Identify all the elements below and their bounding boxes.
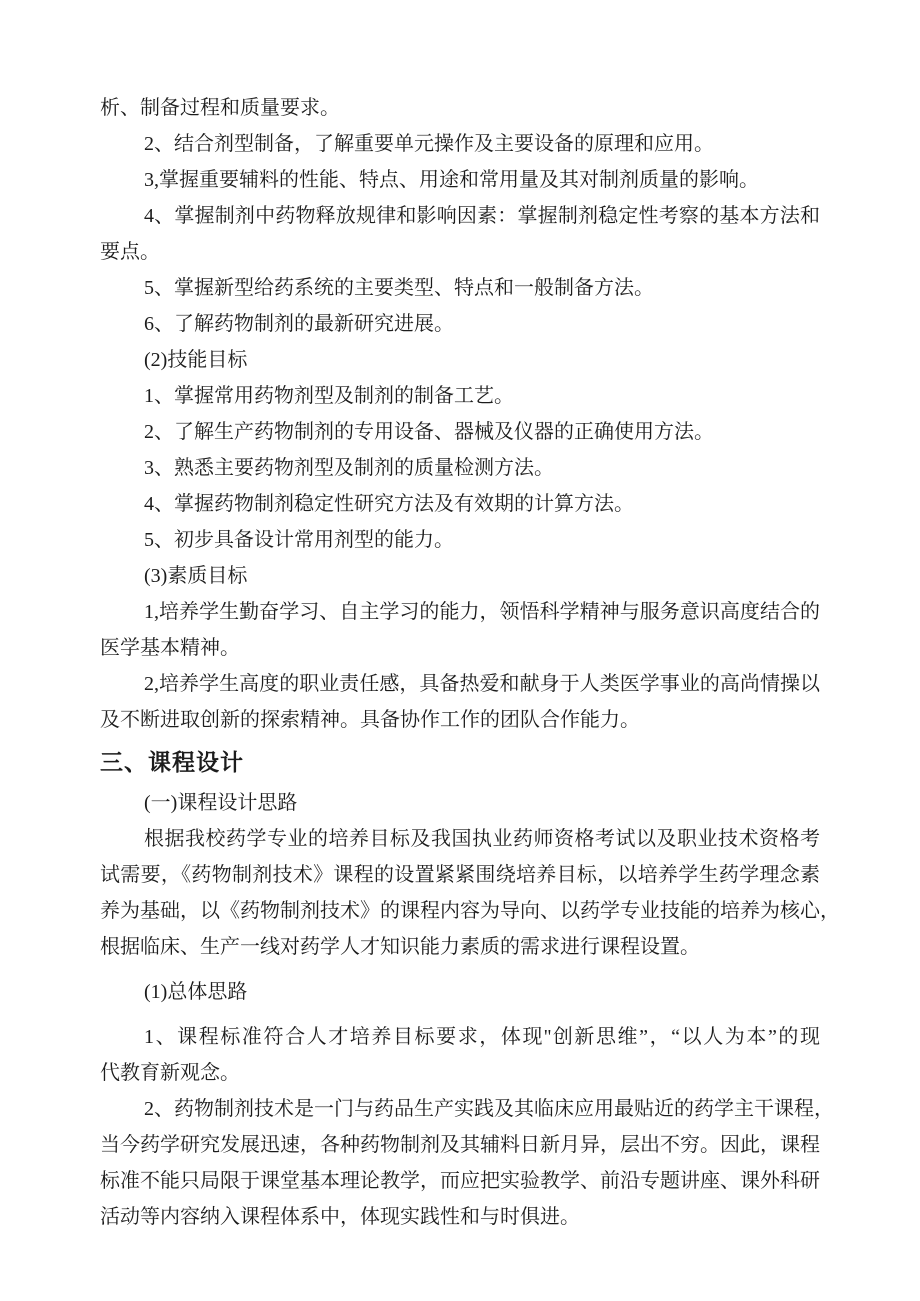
text-line: 2、结合剂型制备，了解重要单元操作及主要设备的原理和应用。	[144, 133, 714, 155]
text-line: (3)素质目标	[144, 565, 248, 587]
text-line: 1、掌握常用药物剂型及制剂的制备工艺。	[144, 385, 514, 407]
text-line: 5、初步具备设计常用剂型的能力。	[144, 529, 454, 551]
text-line: 医学基本精神。	[100, 637, 240, 659]
text-line: 3、熟悉主要药物剂型及制剂的质量检测方法。	[144, 457, 554, 479]
text-line: 5、掌握新型给药系统的主要类型、特点和一般制备方法。	[144, 277, 654, 299]
document-body	[100, 90, 840, 1235]
text-line: 根据我校药学专业的培养目标及我国执业药师资格考试以及职业技术资格考	[144, 828, 820, 850]
text-line: 2、药物制剂技术是一门与药品生产实践及其临床应用最贴近的药学主干课程，	[144, 1098, 834, 1120]
text-line: 4、掌握制剂中药物释放规律和影响因素：掌握制剂稳定性考察的基本方法和	[144, 205, 820, 227]
text-line: 当今药学研究发展迅速，各种药物制剂及其辅料日新月异，层出不穷。因此，课程	[100, 1134, 820, 1156]
text-line: 及不断进取创新的探索精神。具备协作工作的团队合作能力。	[100, 709, 640, 731]
text-line: 养为基础，以《药物制剂技术》的课程内容为导向、以药学专业技能的培养为核心，	[100, 900, 840, 922]
text-line: 1,培养学生勤奋学习、自主学习的能力，领悟科学精神与服务意识高度结合的	[144, 601, 820, 623]
text-line: 2、了解生产药物制剂的专用设备、器械及仪器的正确使用方法。	[144, 421, 714, 443]
text-line: 活动等内容纳入课程体系中，体现实践性和与时俱进。	[100, 1206, 580, 1228]
text-line: (2)技能目标	[144, 349, 248, 371]
text-line: 4、掌握药物制剂稳定性研究方法及有效期的计算方法。	[144, 493, 634, 515]
text-line: 3,掌握重要辅料的性能、特点、用途和常用量及其对制剂质量的影响。	[144, 169, 759, 191]
text-line: 试需要，《药物制剂技术》课程的设置紧紧围绕培养目标，以培养学生药学理念素	[100, 864, 820, 886]
text-line: 6、了解药物制剂的最新研究进展。	[144, 313, 454, 335]
text-line: 代教育新观念。	[100, 1062, 240, 1084]
text-line: 要点。	[100, 241, 160, 263]
text-line: (1)总体思路	[144, 981, 248, 1003]
text-line: 2,培养学生高度的职业责任感，具备热爱和献身于人类医学事业的高尚情操以	[144, 673, 820, 695]
text-line: 析、制备过程和质量要求。	[100, 97, 340, 119]
section-heading: 三、课程设计	[100, 749, 244, 775]
text-line: (一)课程设计思路	[144, 792, 298, 814]
text-line: 根据临床、生产一线对药学人才知识能力素质的需求进行课程设置。	[100, 936, 700, 958]
text-line: 1、课程标准符合人才培养目标要求，体现''创新思维”，“以人为本”的现	[144, 1026, 820, 1048]
text-line: 标准不能只局限于课堂基本理论教学，而应把实验教学、前沿专题讲座、课外科研	[100, 1170, 820, 1192]
